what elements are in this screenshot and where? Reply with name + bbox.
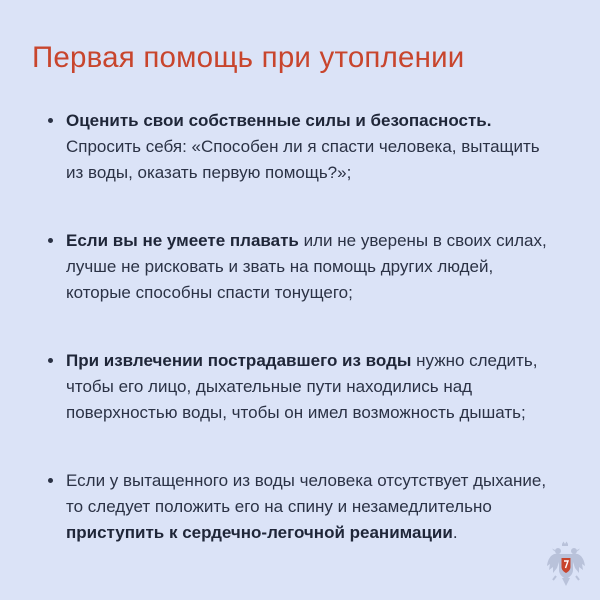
page-title: Первая помощь при утоплении xyxy=(32,41,465,74)
item-text: нужно следить, чтобы его лицо, дыхательные пути находились над поверхностью воды, чтобы он имел возможность дышать; xyxy=(66,351,538,422)
double-headed-eagle-emblem-icon xyxy=(546,540,586,588)
item-bold-text: Если вы не умеете плавать xyxy=(66,231,299,250)
instructions-list xyxy=(48,108,548,588)
item-text: Спросить себя: «Способен ли я спасти человека, вытащить из воды, оказать первую помощь?»; xyxy=(66,137,540,182)
item-text-end: . xyxy=(452,523,458,542)
list-item xyxy=(48,468,548,546)
item-bold-text: Оценить свои собственные силы и безопасность. xyxy=(66,111,492,130)
item-bold-text: При извлечении пострадавшего из воды xyxy=(66,351,412,370)
list-item xyxy=(48,228,548,306)
item-text: Если у вытащенного из воды человека отсутствует дыхание, то следует положить его на спину и незамедлительно xyxy=(66,471,547,516)
list-item xyxy=(48,348,548,426)
item-bold-text: приступить к сердечно-легочной реанимации xyxy=(66,523,453,542)
item-text: или не уверены в своих силах, лучше не рисковать и звать на помощь других людей, которые способны спасти тонущего; xyxy=(66,231,547,302)
list-item xyxy=(48,108,548,186)
